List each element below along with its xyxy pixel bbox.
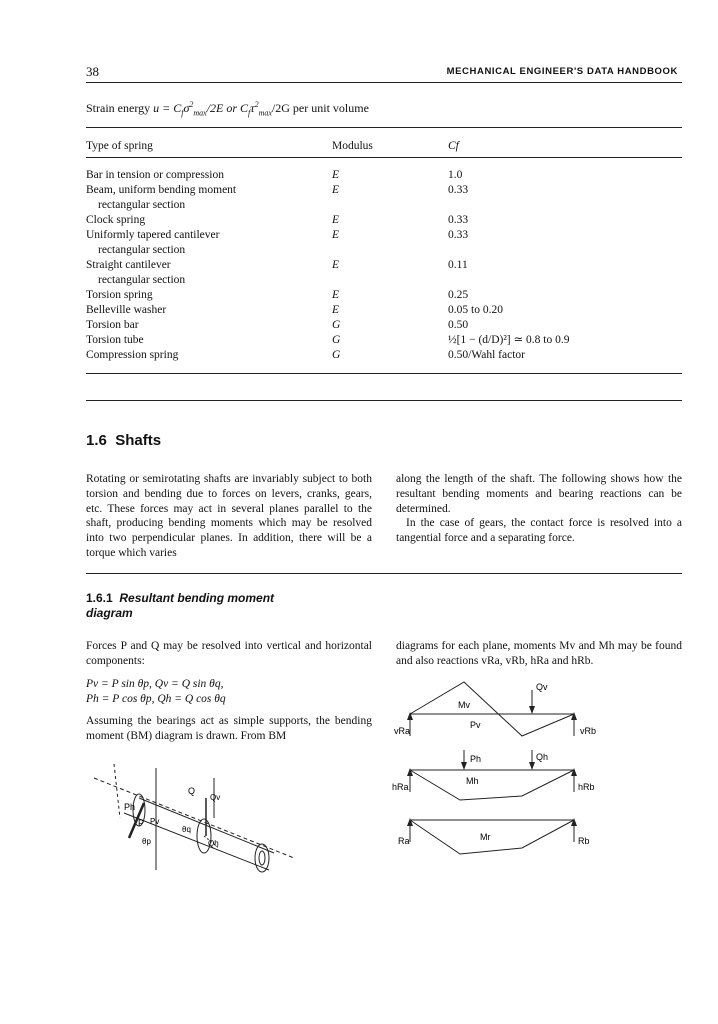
label-qv: Qv <box>210 793 221 802</box>
spring-cf: 0.33 <box>448 184 469 196</box>
label-rb: Rb <box>578 836 590 846</box>
spring-type: Clock spring <box>86 214 146 226</box>
bm-vertical <box>410 682 574 736</box>
table-row <box>86 228 628 243</box>
label-theta-q: θq <box>182 825 191 834</box>
shafts-paragraph-left: Rotating or semirotating shafts are invariably subject to both torsion and bending due to forces on levers, cranks, gears, etc. These forces may act in several planes parallel to the shaft, producing bending moments which may be resolved into two perpendicular planes. In addition, there will be a torque which varies <box>86 473 372 559</box>
bending-moment-diagrams <box>394 676 614 856</box>
label-mv: Mv <box>458 700 470 710</box>
table-row <box>86 198 628 213</box>
spring-type: rectangular section <box>98 274 186 286</box>
table-bottom-rule <box>86 373 682 374</box>
label-vrb: vRb <box>580 726 597 736</box>
bm-horizontal <box>410 770 574 800</box>
spring-cf <box>448 198 628 213</box>
table-row <box>86 288 628 303</box>
spring-type: Torsion spring <box>86 289 153 301</box>
spring-modulus: E <box>332 229 340 241</box>
spring-modulus <box>332 273 448 288</box>
label-ra: Ra <box>398 836 410 846</box>
table-body <box>86 168 628 363</box>
spring-type: Straight cantilever <box>86 259 171 271</box>
spring-modulus: E <box>332 304 340 316</box>
spring-cf: 0.50/Wahl factor <box>448 349 525 361</box>
subsection-rule <box>86 573 682 574</box>
spring-modulus: G <box>332 334 341 346</box>
table-row <box>86 243 628 258</box>
spring-modulus: E <box>332 259 340 271</box>
label-pv-bm: Pv <box>470 720 481 730</box>
table-row <box>86 333 628 348</box>
spring-type: rectangular section <box>98 244 186 256</box>
label-mh: Mh <box>466 776 479 786</box>
page-number: 38 <box>86 64 99 79</box>
section-heading: 1.6 Shafts <box>86 432 162 449</box>
spring-cf: 0.25 <box>448 289 469 301</box>
label-hrb: hRb <box>578 782 595 792</box>
spring-cf: 0.11 <box>448 259 468 271</box>
spring-cf: 0.50 <box>448 319 469 331</box>
label-p: P <box>138 818 145 828</box>
spring-cf: ½[1 − (d/D)²] ≃ 0.8 to 0.9 <box>448 334 570 346</box>
shafts-paragraph-right: along the length of the shaft. The following shows how the resultant bending moments and bearing reactions can be determined. In the case of gears, the contact force is resolved into a tangential force and a separating force. <box>396 473 682 545</box>
spring-type: Belleville washer <box>86 304 167 316</box>
table-row <box>86 258 628 273</box>
subsection-heading: 1.6.1 Resultant bending moment diagram <box>86 591 275 620</box>
table-header-row <box>86 139 628 156</box>
spring-modulus: E <box>332 169 340 181</box>
spring-cf: 1.0 <box>448 169 463 181</box>
table-top-rule <box>86 127 682 128</box>
col-header-modulus: Modulus <box>332 140 373 152</box>
col-header-type: Type of spring <box>86 140 153 152</box>
shaft-force-sketch <box>84 758 304 878</box>
spring-cf <box>448 273 628 288</box>
label-ph: Ph <box>124 802 136 812</box>
label-qh-bm: Qh <box>536 752 549 762</box>
label-qh: Qh <box>208 839 219 848</box>
spring-cf: 0.33 <box>448 229 469 241</box>
spring-cf <box>448 243 628 258</box>
table-row <box>86 318 628 333</box>
header-rule <box>86 82 682 83</box>
spring-type: Uniformly tapered cantilever <box>86 229 220 241</box>
label-qv-bm: Qv <box>536 682 548 692</box>
spring-type: rectangular section <box>98 199 186 211</box>
label-ph-bm: Ph <box>470 754 482 764</box>
label-q: Q <box>188 786 196 796</box>
spring-type: Beam, uniform bending moment <box>86 184 237 196</box>
table-row <box>86 213 628 228</box>
equation-horizontal: Ph = P cos θp, Qh = Q cos θq <box>86 693 226 705</box>
equation-vertical: Pv = P sin θp, Qv = Q sin θq, <box>86 678 224 690</box>
table-row <box>86 348 628 363</box>
spring-type: Torsion bar <box>86 319 139 331</box>
label-mr: Mr <box>480 832 491 842</box>
label-vra: vRa <box>394 726 411 736</box>
spring-modulus: E <box>332 289 340 301</box>
bm-resultant <box>410 820 574 854</box>
spring-modulus: G <box>332 319 341 331</box>
label-hra: hRa <box>392 782 409 792</box>
section-rule <box>86 400 682 401</box>
spring-modulus: E <box>332 184 340 196</box>
running-title: MECHANICAL ENGINEER'S DATA HANDBOOK <box>446 66 678 77</box>
spring-modulus: E <box>332 214 340 226</box>
bearings-paragraph: Assuming the bearings act as simple supports, the bending moment (BM) diagram is drawn. From BM <box>86 715 372 742</box>
spring-table <box>86 139 628 363</box>
table-row <box>86 273 628 288</box>
spring-cf: 0.05 to 0.20 <box>448 304 503 316</box>
spring-modulus <box>332 198 448 213</box>
spring-type: Bar in tension or compression <box>86 169 224 181</box>
table-row <box>86 168 628 183</box>
strain-energy-formula: Strain energy $u = C_f\sigma^2_{max}/2E$ or $C_f\tau^2_{max}/2G$ per unit volume <box>86 100 369 118</box>
col-header-cf: Cf <box>448 140 459 152</box>
spring-type: Torsion tube <box>86 334 144 346</box>
table-row <box>86 183 628 198</box>
spring-modulus: G <box>332 349 341 361</box>
bm-diagrams-paragraph: diagrams for each plane, moments Mv and Mh may be found and also reactions vRa, vRb, hRa and hRb. <box>396 640 682 667</box>
table-row <box>86 303 628 318</box>
label-theta-p: θp <box>142 837 151 846</box>
spring-cf: 0.33 <box>448 214 469 226</box>
resolve-paragraph: Forces P and Q may be resolved into vertical and horizontal components: <box>86 640 372 667</box>
spring-type: Compression spring <box>86 349 179 361</box>
spring-modulus <box>332 243 448 258</box>
label-pv: Pv <box>150 817 160 826</box>
